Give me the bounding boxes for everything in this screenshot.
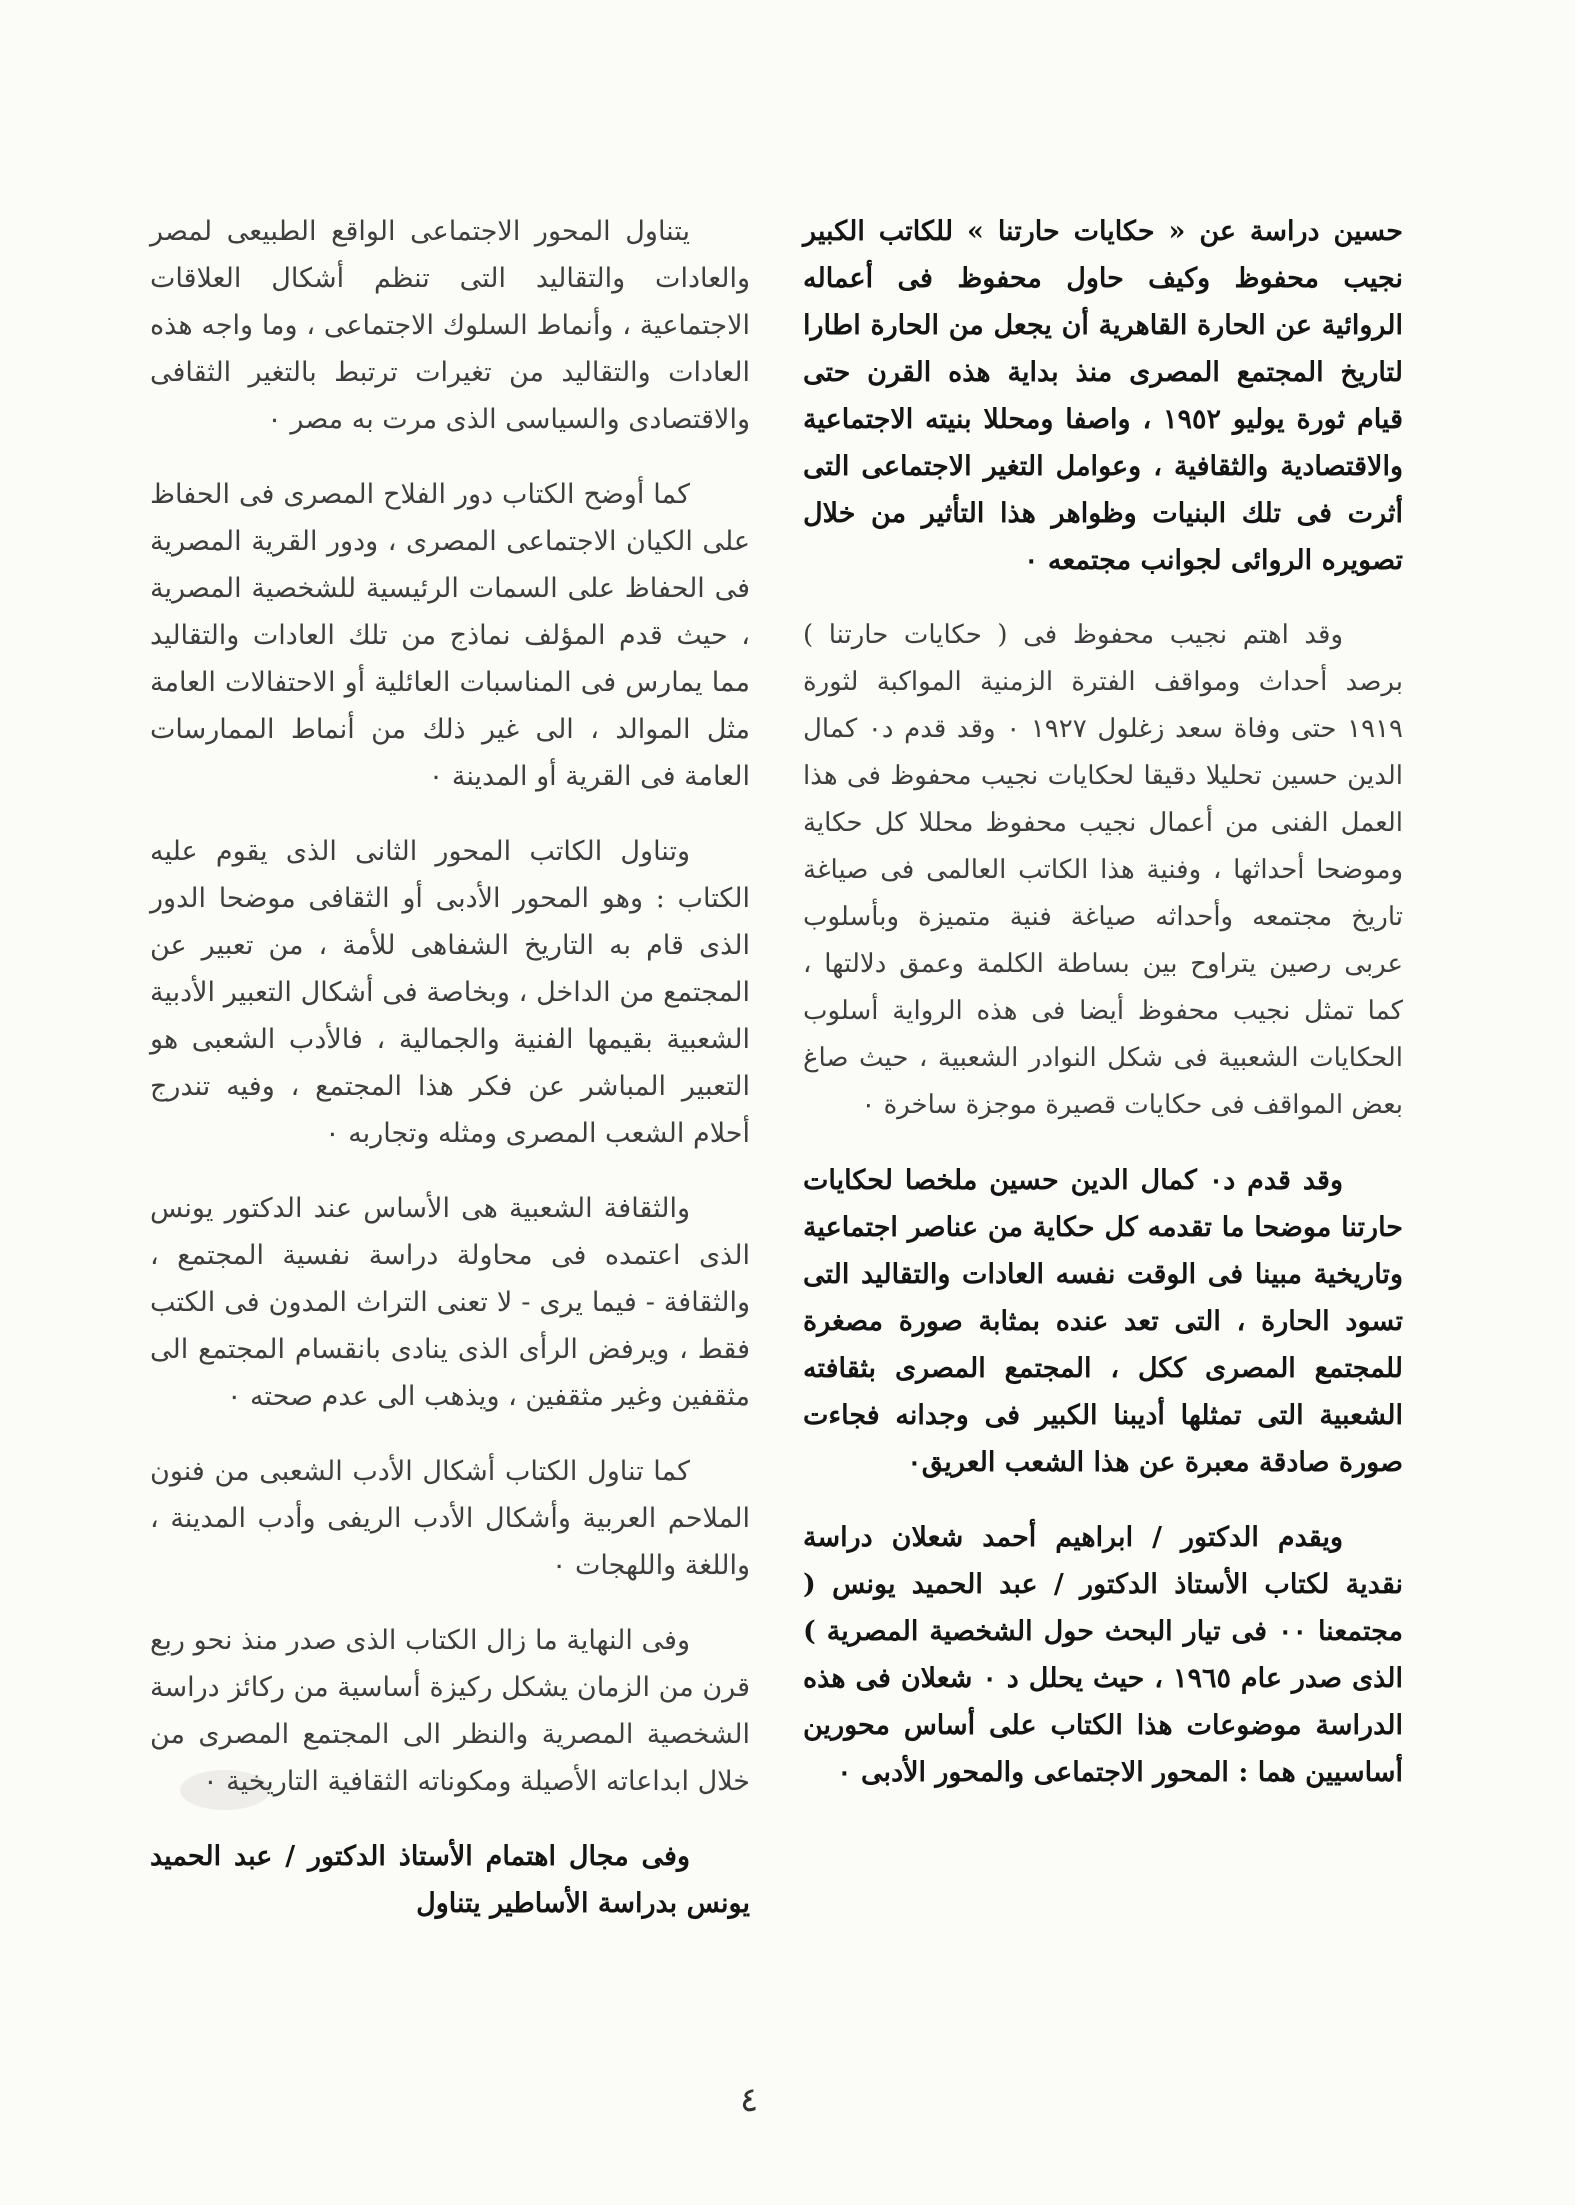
paragraph-folk-literature: كما تناول الكتاب أشكال الأدب الشعبى من فنون الملاحم العربية وأشكال الأدب الريفى وأدب المدينة ، واللغة واللهجات ٠	[150, 1456, 750, 1581]
paragraph-haratna-analysis: وقد اهتم نجيب محفوظ فى ( حكايات حارتنا ) برصد أحداث ومواقف الفترة الزمنية المواكبة لثورة ١٩١٩ حتى وفاة سعد زغلول ١٩٢٧ ٠ وقد قدم د٠ كمال الدين حسين تحليلا دقيقا لحكايات نجيب محفوظ فى هذا العمل الفنى من أعمال نجيب محفوظ محللا كل حكاية وموضحا أحداثها ، وفنية هذا الكاتب العالمى فى صياغة تاريخ مجتمعه وأحداثه صياغة فنية متميزة وبأسلوب عربى رصين يتراوح بين بساطة الكلمة وعمق دلالتها ، كما تمثل نجيب محفوظ أيضا فى هذه الرواية أسلوب الحكايات الشعبية فى شكل النوادر الشعبية ، حيث صاغ بعض المواقف فى حكايات قصيرة موجزة ساخرة ٠	[803, 620, 1404, 1120]
paragraph-haratna-summary: وقد قدم د٠ كمال الدين حسين ملخصا لحكايات حارتنا موضحا ما تقدمه كل حكاية من عناصر اجتماعية وتاريخية مبينا فى الوقت نفسه العادات والتقاليد التى تسود الحارة ، التى تعد عنده بمثابة صورة مصغرة للمجتمع المصرى ككل ، المجتمع المصرى بثقافته الشعبية التى تمثلها أديبنا الكبير فى وجدانه فجاءت صورة صادقة معبرة عن هذا الشعب العريق٠	[803, 1165, 1403, 1478]
page-number: ٤	[740, 2080, 759, 2120]
paragraph-shaalan-study: ويقدم الدكتور / ابراهيم أحمد شعلان دراسة نقدية لكتاب الأستاذ الدكتور / عبد الحميد يونس ( مجتمعنا ٠٠ فى تيار البحث حول الشخصية المصرية ) الذى صدر عام ١٩٦٥ ، حيث يحلل د ٠ شعلان فى هذه الدراسة موضوعات هذا الكتاب على أساس محورين أساسيين هما : المحور الاجتماعى والمحور الأدبى ٠	[803, 1522, 1403, 1788]
paragraph-dissertation-intro: حسين دراسة عن « حكايات حارتنا » للكاتب الكبير نجيب محفوظ وكيف حاول محفوظ فى أعماله الروائية عن الحارة القاهرية أن يجعل من الحارة اطارا لتاريخ المجتمع المصرى منذ بداية هذه القرن حتى قيام ثورة يوليو ١٩٥٢ ، واصفا ومحللا بنيته الاجتماعية والاقتصادية والثقافية ، وعوامل التغير الاجتماعى التى أثرت فى تلك البنيات وظواهر هذا التأثير من خلال تصويره الروائى لجوانب مجتمعه ٠	[803, 216, 1403, 576]
paragraph-conclusion: وفى النهاية ما زال الكتاب الذى صدر منذ نحو ربع قرن من الزمان يشكل ركيزة أساسية من ركائز دراسة الشخصية المصرية والنظر الى المجتمع المصرى من خلال ابداعاته الأصيلة ومكوناته الثقافية التاريخية ٠	[150, 1625, 750, 1797]
right-column	[803, 208, 1403, 1824]
paragraph-folk-culture: والثقافة الشعبية هى الأساس عند الدكتور يونس الذى اعتمده فى محاولة دراسة نفسية المجتمع ، والثقافة - فيما يرى - لا تعنى التراث المدون فى الكتب فقط ، ويرفض الرأى الذى ينادى بانقسام المجتمع الى مثقفين وغير مثقفين ، ويذهب الى عدم صحته ٠	[150, 1193, 750, 1412]
paragraph-social-axis: يتناول المحور الاجتماعى الواقع الطبيعى لمصر والعادات والتقاليد التى تنظم أشكال العلاقات الاجتماعية ، وأنماط السلوك الاجتماعى ، وما واجه هذه العادات والتقاليد من تغيرات ترتبط بالتغير الثقافى والاقتصادى والسياسى الذى مرت به مصر ٠	[150, 216, 750, 435]
paragraph-literary-axis: وتناول الكاتب المحور الثانى الذى يقوم عليه الكتاب : وهو المحور الأدبى أو الثقافى موضحا الدور الذى قام به التاريخ الشفاهى للأمة ، من تعبير عن المجتمع من الداخل ، وبخاصة فى أشكال التعبير الأدبية الشعبية بقيمها الفنية والجمالية ، فالأدب الشعبى هو التعبير المباشر عن فكر هذا المجتمع ، وفيه تندرج أحلام الشعب المصرى ومثله وتجاربه ٠	[150, 836, 750, 1149]
paragraph-myths-intro: وفى مجال اهتمام الأستاذ الدكتور / عبد الحميد يونس بدراسة الأساطير يتناول	[150, 1841, 750, 1919]
paragraph-peasant-role: كما أوضح الكتاب دور الفلاح المصرى فى الحفاظ على الكيان الاجتماعى المصرى ، ودور القرية المصرية فى الحفاظ على السمات الرئيسية للشخصية المصرية ، حيث قدم المؤلف نماذج من تلك العادات والتقاليد مما يمارس فى المناسبات العائلية أو الاحتفالات العامة مثل الموالد ، الى غير ذلك من أنماط الممارسات العامة فى القرية أو المدينة ٠	[150, 479, 750, 792]
left-column	[150, 208, 750, 1955]
